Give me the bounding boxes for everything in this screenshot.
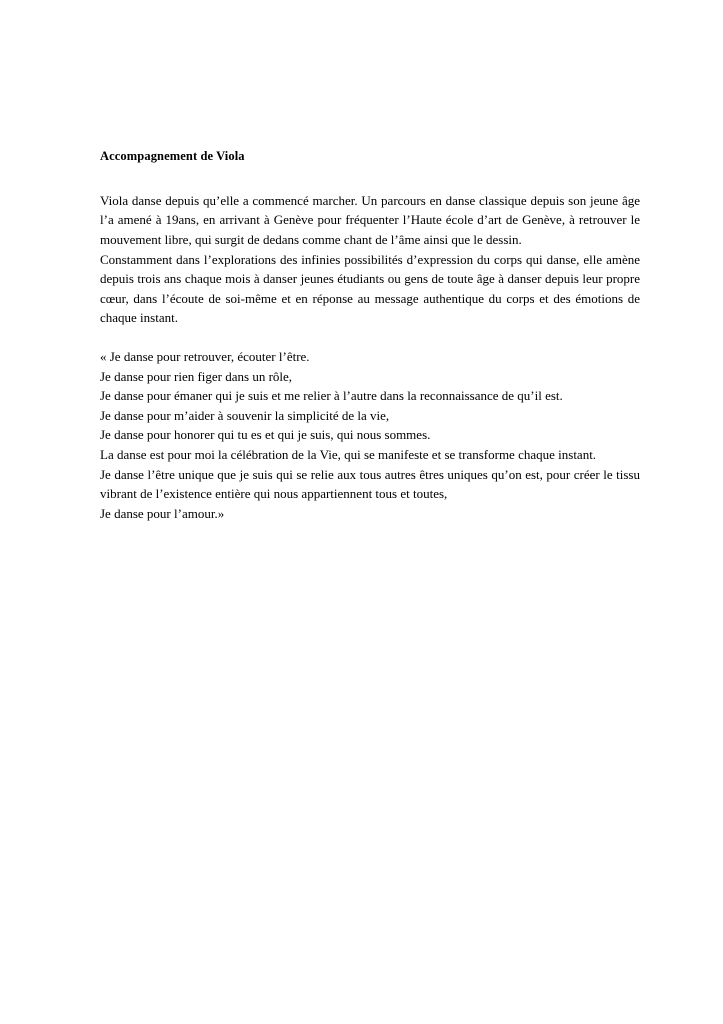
paragraph-intro: Viola danse depuis qu’elle a commencé marcher. Un parcours en danse classique depuis son jeune âge l’a amené à 19ans, en arrivant à Genève pour fréquenter l’Haute école d’art de Genève, à retrouver le mouvement libre, qui surgit de dedans comme chant de l’âme ainsi que le dessin. [100,192,640,248]
quote-line: Je danse pour l’amour.» [100,505,225,521]
page-title: Accompagnement de Viola [100,149,245,163]
quote-line: Je danse pour rien figer dans un rôle, [100,368,293,384]
quote-line: Je danse pour émaner qui je suis et me relier à l’autre dans la reconnaissance de qu’il est. [100,388,563,404]
document-body [100,148,640,523]
quote-line: Je danse l’être unique que je suis qui se relie aux tous autres êtres uniques qu’on est, pour créer le tissu vibrant de l’existence entière qui nous appartiennent tous et toutes, [100,466,640,502]
quote-line: « Je danse pour retrouver, écouter l’être. [100,349,310,365]
paragraph-practice: Constamment dans l’explorations des infinies possibilités d’expression du corps qui danse, elle amène depuis trois ans chaque mois à danser jeunes étudiants ou gens de toute âge à danser depuis leur propre cœur, dans l’écoute de soi-même et en réponse au message authentique du corps et des émotions de chaque instant. [100,251,640,326]
quote-line: La danse est pour moi la célébration de la Vie, qui se manifeste et se transforme chaque instant. [100,447,597,462]
quote-spacer [100,328,640,347]
title-spacer [100,165,640,191]
quote-line: Je danse pour m’aider à souvenir la simplicité de la vie, [100,407,390,423]
quote-line: Je danse pour honorer qui tu es et qui je suis, qui nous sommes. [100,427,431,443]
quote-block [100,347,640,523]
